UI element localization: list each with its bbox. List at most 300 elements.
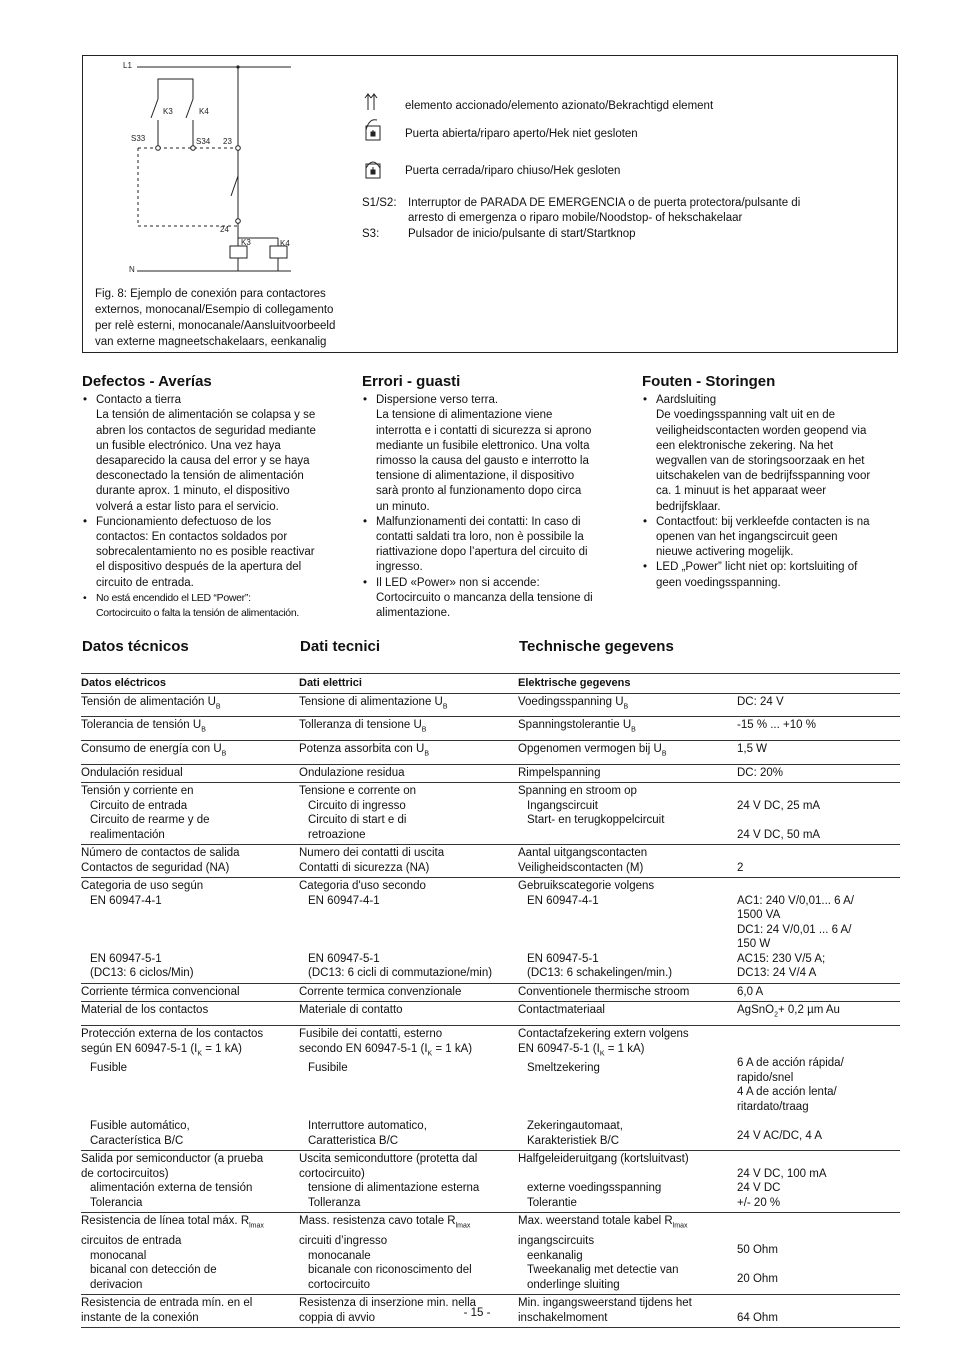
fault-item: [362, 576, 622, 622]
cell-line: Fusible: [90, 1062, 128, 1075]
fault-line: un minuto.: [376, 500, 430, 513]
legend-actuated: elemento accionado/elemento azionato/Bekrachtigd element: [405, 100, 714, 112]
cell-line: Resistencia de entrada mín. en el: [81, 1297, 253, 1310]
faults-title-nl: Fouten - Storingen: [642, 373, 776, 390]
cell-line: Zekeringautomaat,: [527, 1120, 623, 1133]
cell-line: Min. ingangsweerstand tijdens het: [518, 1297, 692, 1310]
fault-item: [362, 393, 622, 515]
cell-line: Corrente termica convenzionale: [299, 985, 462, 998]
cell-line: realimentación: [90, 828, 165, 841]
cell-line: eenkanalig: [527, 1249, 583, 1262]
table-cell: [81, 1151, 299, 1213]
page-number: - 15 -: [463, 1307, 491, 1319]
table-cell: [81, 764, 299, 783]
table-cell: [737, 693, 900, 717]
table-cell: [299, 717, 518, 741]
faults-it: [362, 374, 622, 621]
table-cell: [299, 741, 518, 765]
cell-line: 150 W: [737, 938, 771, 951]
cell-line: derivacion: [90, 1278, 143, 1291]
table-cell: [737, 1151, 900, 1213]
caption-line: externos, monocanal/Esempio di collegamento: [95, 304, 334, 316]
fault-line: riattivazione dopo l’apertura del circuito di: [376, 546, 588, 559]
label-23: 23: [223, 137, 232, 146]
table-row: [81, 783, 900, 845]
table-cell: [299, 878, 518, 984]
cell-line: bicanal con detección de: [90, 1264, 217, 1277]
cell-line: circuitos de entrada: [81, 1235, 182, 1248]
table-cell: [518, 717, 737, 741]
cell-line: [81, 937, 299, 952]
cell-line: alimentación externa de tensión: [90, 1182, 253, 1195]
label-k4: K4: [199, 107, 209, 116]
fault-line: Cortocircuito o mancanza della tensione di: [376, 591, 593, 604]
cell-line: [737, 784, 900, 799]
fault-line: desaparecido la causa del error y se haya: [96, 455, 310, 468]
table-row: [81, 1213, 900, 1295]
cell-line: Potenza assorbita con $U_B$: [299, 743, 429, 758]
cell-line: monocanale: [308, 1249, 371, 1262]
table-row: [81, 1026, 900, 1151]
cell-line: Ingangscircuit: [527, 799, 598, 812]
table-row: [81, 717, 900, 741]
wiring-figure: [82, 55, 898, 353]
cell-line: 2: [737, 861, 744, 874]
table-cell: [737, 878, 900, 984]
table-cell: [81, 1026, 299, 1151]
cell-line: ingangscircuits: [518, 1235, 595, 1248]
table-cell: [299, 764, 518, 783]
header-cell: [737, 674, 900, 694]
cell-line: (DC13: 6 schakelingen/min.): [527, 967, 673, 980]
cell-line: de cortocircuitos): [81, 1167, 169, 1180]
cell-line: Tolerancia de tensión $U_B$: [81, 719, 206, 734]
cell-line: Salida por semiconductor (a prueba: [81, 1153, 264, 1166]
cell-line: [518, 828, 737, 843]
cell-line: Número de contactos de salida: [81, 847, 240, 860]
table-row: [81, 764, 900, 783]
cell-line: [81, 908, 299, 923]
table-cell: [518, 845, 737, 878]
fault-item: [82, 591, 342, 621]
fault-line: openen van het ingangscircuit geen: [656, 531, 838, 544]
cell-line: Numero dei contatti di uscita: [299, 847, 445, 860]
table-cell: [299, 983, 518, 1002]
cell-line: Corriente térmica convencional: [81, 985, 240, 998]
fault-line: uitschakelen van de bedrijfsspanning voor: [656, 470, 871, 483]
table-row: [81, 1151, 900, 1213]
cell-line: [737, 1258, 900, 1273]
cell-line: [299, 1076, 518, 1091]
cell-line: circuiti d’ingresso: [299, 1235, 388, 1248]
cell-line: instante de la conexión: [81, 1311, 199, 1324]
table-cell: [299, 1026, 518, 1151]
cell-line: Circuito de rearme y de: [90, 814, 210, 827]
cell-line: onderlinge sluiting: [527, 1278, 620, 1291]
cell-line: AgSnO$_2$+ 0,2 µm Au: [737, 1004, 840, 1019]
table-cell: [737, 845, 900, 878]
cell-line: [518, 1090, 737, 1105]
cell-line: Circuito de entrada: [90, 799, 188, 812]
legend-door-closed: Puerta cerrada/riparo chiuso/Hek gesloten: [405, 165, 621, 177]
cell-line: Categoria de uso según: [81, 880, 204, 893]
fault-line: contactos: En contactos soldados por: [96, 531, 288, 544]
cell-line: [737, 879, 900, 894]
cell-line: Tensión de alimentación $U_B$: [81, 695, 221, 710]
cell-line: 24 V DC: [737, 1182, 781, 1195]
fault-line: • Contacto a tierra: [96, 394, 182, 407]
cell-line: -15 % ... +10 %: [737, 719, 816, 732]
cell-line: 4 A de acción lenta/: [737, 1086, 837, 1099]
fault-line: ingresso.: [376, 561, 423, 574]
cell-line: cortocircuito: [308, 1278, 370, 1291]
cell-line: Resistencia de línea total máx. $R_{lmax}$: [81, 1215, 264, 1230]
label-n: N: [129, 265, 135, 274]
cell-line: Tensione e corrente on: [299, 785, 416, 798]
tech-title-es: Datos técnicos: [82, 638, 189, 655]
cell-line: Fusibile dei contatti, esterno: [299, 1028, 443, 1041]
table-cell: [518, 983, 737, 1002]
cell-line: Tensión y corriente en: [81, 785, 194, 798]
cell-line: [518, 1105, 737, 1120]
cell-line: [737, 1152, 900, 1167]
fault-line: La tensión de alimentación se colapsa y se: [96, 409, 316, 422]
fault-line: tensione di alimentazione, il dispositivo: [376, 470, 575, 483]
table-cell: [81, 783, 299, 845]
fault-line: rimosso la causa del gausto e interrotto la: [376, 455, 589, 468]
fault-line: • Funcionamiento defectuoso de los: [96, 515, 272, 528]
cell-line: DC1: 24 V/0,01 ... 6 A/: [737, 923, 852, 936]
fault-line: alimentazione.: [376, 607, 451, 620]
tech-table: [81, 673, 900, 1328]
cell-line: 6,0 A: [737, 985, 764, 998]
cell-line: [737, 1114, 900, 1129]
fault-line: contatti saldati tra loro, non è possibile la: [376, 531, 584, 544]
table-cell: [737, 783, 900, 845]
faults-list-es: [82, 393, 342, 621]
cell-line: Fusibile: [308, 1062, 348, 1075]
label-k3-coil: K3: [241, 238, 251, 247]
cell-line: [81, 1076, 299, 1091]
header-cell: Datos eléctricos: [81, 674, 299, 694]
label-s33: S33: [131, 134, 146, 143]
table-row: [81, 983, 900, 1002]
caption-line: van externe magneetschakelaars, eenkanalig: [95, 336, 327, 348]
fault-line: abren los contactos de seguridad mediante: [96, 424, 316, 437]
fault-item: [642, 560, 902, 590]
table-row: [81, 845, 900, 878]
cell-line: [299, 908, 518, 923]
cell-line: Tolerancia: [90, 1196, 143, 1209]
fault-item: [362, 515, 622, 576]
fault-item: [82, 515, 342, 591]
cell-line: EN 60947-5-1 ($I_K = 1$ kA): [518, 1042, 645, 1057]
fault-line: De voedingsspanning valt uit en de: [656, 409, 836, 422]
table-row: [81, 1002, 900, 1026]
cell-line: [81, 923, 299, 938]
cell-line: Ondulación residual: [81, 766, 183, 779]
s3-text: Pulsador de inicio/pulsante di start/Startknop: [408, 228, 636, 240]
table-row: [81, 878, 900, 984]
cell-line: Característica B/C: [90, 1134, 184, 1147]
cell-line: bicanale con riconoscimento del: [308, 1264, 472, 1277]
table-cell: [737, 983, 900, 1002]
fault-line: un fusible electrónico. Una vez haya: [96, 439, 281, 452]
cell-line: [737, 813, 900, 828]
cell-line: EN 60947-5-1: [527, 952, 599, 965]
fault-line: sobrecalentamiento no es posible reactivar: [96, 546, 315, 559]
cell-line: Smeltzekering: [527, 1062, 600, 1075]
cell-line: inschakelmoment: [518, 1311, 608, 1324]
cell-line: Contactos de seguridad (NA): [81, 861, 230, 874]
cell-line: [737, 846, 900, 861]
table-cell: [518, 878, 737, 984]
cell-line: monocanal: [90, 1249, 147, 1262]
table-cell: [737, 741, 900, 765]
cell-line: EN 60947-4-1: [90, 894, 162, 907]
cell-line: DC: 24 V: [737, 695, 784, 708]
caption-line: per relè esterni, monocanale/Aansluitvoorbeeld: [95, 320, 336, 332]
cell-line: retroazione: [308, 828, 366, 841]
cell-line: Start- en terugkoppelcircuit: [527, 814, 665, 827]
cell-line: Caratteristica B/C: [308, 1134, 399, 1147]
cell-line: [737, 1229, 900, 1244]
cell-line: Circuito di start e di: [308, 814, 407, 827]
cell-line: [299, 937, 518, 952]
table-cell: [299, 783, 518, 845]
cell-line: [518, 908, 737, 923]
table-cell: [81, 741, 299, 765]
cell-line: [737, 1027, 900, 1042]
fault-line: wegvallen van de storingsoorzaak en het: [656, 455, 865, 468]
cell-line: (DC13: 6 ciclos/Min): [90, 967, 194, 980]
cell-line: Tolleranza: [308, 1196, 361, 1209]
fault-line: ca. 1 minuut is het apparaat weer: [656, 485, 827, 498]
cell-line: [737, 1042, 900, 1057]
cell-line: Spanning en stroom op: [518, 785, 637, 798]
legend-door-open: Puerta abierta/riparo aperto/Hek niet gesloten: [405, 128, 638, 140]
cell-line: Opgenomen vermogen bij $U_B$: [518, 743, 667, 758]
table-cell: [518, 741, 737, 765]
cell-line: Material de los contactos: [81, 1004, 209, 1017]
label-k4-coil: K4: [280, 239, 290, 248]
cell-line: [299, 1090, 518, 1105]
fault-line: veiligheidscontacten worden geopend via: [656, 424, 867, 437]
fault-item: [642, 515, 902, 561]
fault-line: La tensione di alimentazione viene: [376, 409, 553, 422]
faults-list-nl: [642, 393, 902, 591]
tech-title-nl: Technische gegevens: [519, 638, 674, 655]
fault-item: [642, 393, 902, 515]
cell-line: EN 60947-4-1: [527, 894, 599, 907]
fault-line: • Dispersione verso terra.: [376, 394, 499, 407]
label-k3: K3: [163, 107, 173, 116]
cell-line: coppia di avvio: [299, 1311, 376, 1324]
cell-line: Contactmateriaal: [518, 1004, 605, 1017]
table-row: [81, 693, 900, 717]
cell-line: 24 V DC, 25 mA: [737, 799, 821, 812]
s1s2-text-2: arresto di emergenza o riparo mobile/Noodstop- of hekschakelaar: [408, 212, 743, 224]
cell-line: AC1: 240 V/0,01... 6 A/: [737, 894, 854, 907]
table-cell: [518, 693, 737, 717]
table-cell: [518, 1213, 737, 1295]
cell-line: Gebruikscategorie volgens: [518, 880, 655, 893]
s3-label: S3:: [362, 228, 380, 240]
caption-line: Fig. 8: Ejemplo de conexión para contactores: [95, 288, 326, 300]
table-cell: [81, 693, 299, 717]
cell-line: Protección externa de los contactos: [81, 1028, 264, 1041]
header-cell: Dati elettrici: [299, 674, 518, 694]
cell-line: Contatti di sicurezza (NA): [299, 861, 430, 874]
fault-line: • No está encendido el LED “Power”:: [96, 591, 251, 604]
cell-line: Tweekanalig met detectie van: [527, 1264, 679, 1277]
cell-line: 50 Ohm: [737, 1244, 778, 1257]
cell-line: según EN 60947-5-1 ($I_K = 1$ kA): [81, 1042, 242, 1057]
faults-list-it: [362, 393, 622, 621]
cell-line: Mass. resistenza cavo totale $R_{lmax}$: [299, 1215, 471, 1230]
cell-line: 20 Ohm: [737, 1273, 778, 1286]
cell-line: externe voedingsspanning: [527, 1182, 662, 1195]
label-s34: S34: [196, 137, 211, 146]
cell-line: Voedingsspanning $U_B$: [518, 695, 629, 710]
table-cell: [737, 1213, 900, 1295]
cell-line: Max. weerstand totale kabel $R_{lmax}$: [518, 1215, 688, 1230]
cell-line: Resistenza di inserzione min. nella: [299, 1297, 477, 1310]
table-cell: [81, 1002, 299, 1026]
cell-line: Veiligheidscontacten (M): [518, 861, 644, 874]
tech-title-it: Dati tecnici: [300, 638, 381, 655]
table-row: [81, 741, 900, 765]
cell-line: 6 A de acción rápida/: [737, 1057, 844, 1070]
fault-line: nieuwe activering mogelijk.: [656, 546, 794, 559]
table-cell: [518, 1151, 737, 1213]
fault-line: interrotta e i contatti di sicurezza si aprono: [376, 424, 592, 437]
table-cell: [737, 764, 900, 783]
fault-line: durante aprox. 1 minuto, el dispositivo: [96, 485, 290, 498]
fault-line: volverá a estar listo para el servicio.: [96, 500, 279, 513]
cell-line: 24 V DC, 100 mA: [737, 1167, 827, 1180]
cell-line: 24 V AC/DC, 4 A: [737, 1129, 823, 1142]
cell-line: Aantal uitgangscontacten: [518, 847, 648, 860]
s1s2-label: S1/S2:: [362, 197, 397, 209]
cell-line: +/- 20 %: [737, 1196, 781, 1209]
cell-line: Contactafzekering extern volgens: [518, 1028, 689, 1041]
cell-line: [518, 937, 737, 952]
cell-line: Fusible automático,: [90, 1120, 190, 1133]
table-cell: [299, 693, 518, 717]
table-cell: [81, 878, 299, 984]
table-cell: [518, 764, 737, 783]
figure-caption: [95, 286, 385, 350]
table-cell: [737, 717, 900, 741]
cell-line: Tolerantie: [527, 1196, 577, 1209]
cell-line: [81, 1090, 299, 1105]
table-cell: [299, 1213, 518, 1295]
header-cell: Elektrische gegevens: [518, 674, 737, 694]
fault-line: een elektronische zekering. Na het: [656, 439, 834, 452]
cell-line: AC15: 230 V/5 A;: [737, 952, 826, 965]
s1s2-text-1: Interruptor de PARADA DE EMERGENCIA o de puerta protectora/pulsante di: [408, 197, 801, 209]
cell-line: rapido/snel: [737, 1071, 794, 1084]
fault-line: circuito de entrada.: [96, 576, 194, 589]
faults-title-it: Errori - guasti: [362, 373, 461, 390]
faults-es: [82, 374, 342, 621]
cell-line: [518, 923, 737, 938]
table-cell: [737, 1026, 900, 1151]
fault-line: • Il LED «Power» non si accende:: [376, 576, 540, 589]
cell-line: (DC13: 6 cicli di commutazione/min): [308, 967, 493, 980]
fault-line: • Aardsluiting: [656, 394, 717, 407]
cell-line: Interruttore automatico,: [308, 1120, 427, 1133]
faults-nl: [642, 374, 902, 591]
cell-line: EN 60947-4-1: [308, 894, 380, 907]
cell-line: Circuito di ingresso: [308, 799, 406, 812]
cell-line: cortocircuito): [299, 1167, 365, 1180]
cell-line: 24 V DC, 50 mA: [737, 828, 821, 841]
fault-line: el dispositivo después de la apertura del: [96, 561, 302, 574]
fault-line: sarà pronto al funzionamento dopo circa: [376, 485, 582, 498]
actuated-element-icon: [365, 94, 377, 110]
cell-line: [518, 1167, 737, 1182]
cell-line: DC13: 24 V/4 A: [737, 967, 817, 980]
cell-line: Consumo de energía con $U_B$: [81, 743, 227, 758]
fault-line: mediante un fusibile elettronico. Una volta: [376, 439, 590, 452]
cell-line: Rimpelspanning: [518, 766, 601, 779]
fault-item: [82, 393, 342, 515]
fault-line: • LED „Power” licht niet op: kortsluiting of: [656, 561, 858, 574]
cell-line: 1,5 W: [737, 743, 768, 756]
cell-line: Tolleranza di tensione $U_B$: [299, 719, 427, 734]
cell-line: [81, 1105, 299, 1120]
table-cell: [299, 1151, 518, 1213]
cell-line: Conventionele thermische stroom: [518, 985, 690, 998]
cell-line: ritardato/traag: [737, 1100, 809, 1113]
fault-line: Cortocircuito o falta la tensión de alimentación.: [96, 607, 300, 620]
table-cell: [81, 845, 299, 878]
cell-line: [737, 1214, 900, 1229]
cell-line: 64 Ohm: [737, 1311, 778, 1324]
label-24: 24: [220, 225, 229, 234]
faults-title-es: Defectos - Averías: [82, 373, 212, 390]
cell-line: 1500 VA: [737, 909, 781, 922]
cell-line: [518, 1076, 737, 1091]
cell-line: [299, 1105, 518, 1120]
cell-line: secondo EN 60947-5-1 ($I_K = 1$ kA): [299, 1042, 473, 1057]
table-cell: [299, 1002, 518, 1026]
table-cell: [518, 1026, 737, 1151]
fault-line: desconectado la tensión de alimentación: [96, 470, 304, 483]
fault-line: geen voedingsspanning.: [656, 576, 781, 589]
cell-line: [299, 923, 518, 938]
fault-line: • Contactfout: bij verkleefde contacten is na: [656, 515, 870, 528]
cell-line: DC: 20%: [737, 766, 784, 779]
table-cell: [518, 783, 737, 845]
table-cell: [81, 983, 299, 1002]
table-cell: [81, 1213, 299, 1295]
table-cell: [299, 845, 518, 878]
cell-line: Ondulazione residua: [299, 766, 405, 779]
cell-line: EN 60947-5-1: [90, 952, 162, 965]
fault-line: • Malfunzionamenti dei contatti: In caso di: [376, 515, 581, 528]
fault-line: bedrijfsklaar.: [656, 500, 721, 513]
door-closed-icon: [366, 162, 380, 178]
table-cell: [737, 1002, 900, 1026]
label-l1: L1: [123, 61, 132, 70]
table-cell: [518, 1002, 737, 1026]
cell-line: tensione di alimentazione esterna: [308, 1182, 480, 1195]
cell-line: Categoria d'uso secondo: [299, 880, 426, 893]
cell-line: Spanningstolerantie $U_B$: [518, 719, 636, 734]
